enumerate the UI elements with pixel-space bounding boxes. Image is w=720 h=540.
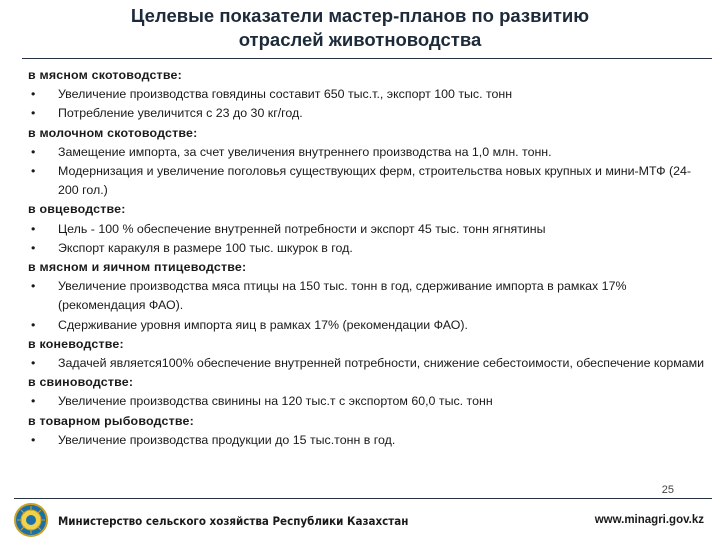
bullet-text: Задачей является100% обеспечение внутренней потребности, снижение себестоимости, обеспечение кормами — [58, 356, 705, 371]
content-body — [28, 66, 708, 450]
bullet-item — [28, 85, 708, 104]
title-line-2: отраслей животноводства — [238, 29, 482, 50]
section-heading: в свиноводстве: — [28, 375, 134, 390]
title-line-1: Целевые показатели мастер-планов по развитию — [130, 5, 590, 26]
bullet-icon: • — [31, 240, 36, 255]
bullet-text: Увеличение производства продукции до 15 тыс.тонн в год. — [58, 432, 396, 447]
bullet-text: Увеличение производства свинины на 120 тыс.т с экспортом 60,0 тыс. тонн — [58, 394, 493, 409]
bullet-text: Увеличение производства мяса птицы на 150 тыс. тонн в год, сдерживание импорта в рамках 17% (рекомендация ФАО). — [58, 279, 627, 313]
bullet-icon: • — [31, 144, 36, 159]
bullet-item — [28, 431, 708, 450]
section-heading: в молочном скотоводстве: — [28, 125, 198, 140]
bullet-text: Модернизация и увеличение поголовья существующих ферм, строительства новых крупных и мини-МТФ (24-200 гол.) — [58, 164, 692, 198]
section-heading: в коневодстве: — [28, 336, 124, 351]
section-heading: в товарном рыбоводстве: — [28, 413, 194, 428]
section-heading: в мясном скотоводстве: — [28, 68, 182, 82]
website-link[interactable]: www.minagri.gov.kz — [594, 514, 704, 526]
bullet-item — [28, 220, 708, 239]
footer-divider — [14, 498, 712, 499]
bullet-item — [28, 143, 708, 162]
slide-title — [60, 4, 660, 52]
section-heading: в овцеводстве: — [28, 202, 126, 217]
bullet-icon: • — [31, 87, 36, 102]
section-heading: в мясном и яичном птицеводстве: — [28, 260, 247, 275]
page-number: 25 — [661, 484, 674, 496]
bullet-icon: • — [31, 164, 36, 179]
bullet-text: Цель - 100 % обеспечение внутренней потребности и экспорт 45 тыс. тонн ягнятины — [58, 221, 546, 236]
bullet-item — [28, 277, 708, 315]
bullet-icon: • — [31, 279, 36, 294]
bullet-text: Потребление увеличится с 23 до 30 кг/год. — [58, 106, 303, 121]
bullet-text: Экспорт каракуля в размере 100 тыс. шкурок в год. — [58, 240, 353, 255]
bullet-icon: • — [31, 106, 36, 121]
bullet-item — [28, 316, 708, 335]
bullet-item — [28, 392, 708, 411]
bullet-text: Замещение импорта, за счет увеличения внутреннего производства на 1,0 млн. тонн. — [58, 144, 552, 159]
title-divider — [22, 58, 712, 59]
bullet-icon: • — [31, 317, 36, 332]
kazakhstan-emblem-icon — [14, 503, 48, 537]
bullet-icon: • — [31, 432, 36, 447]
bullet-item — [28, 239, 708, 258]
bullet-text: Сдерживание уровня импорта яиц в рамках 17% (рекомендации ФАО). — [58, 317, 468, 332]
bullet-text: Увеличение производства говядины составит 650 тыс.т., экспорт 100 тыс. тонн — [58, 87, 513, 102]
bullet-icon: • — [31, 221, 36, 236]
bullet-item — [28, 162, 708, 200]
bullet-icon: • — [31, 356, 36, 371]
ministry-name: Министерство сельского хозяйства Республики Казахстан — [58, 514, 409, 528]
bullet-item — [28, 104, 708, 123]
bullet-icon: • — [31, 394, 36, 409]
bullet-item — [28, 354, 708, 373]
